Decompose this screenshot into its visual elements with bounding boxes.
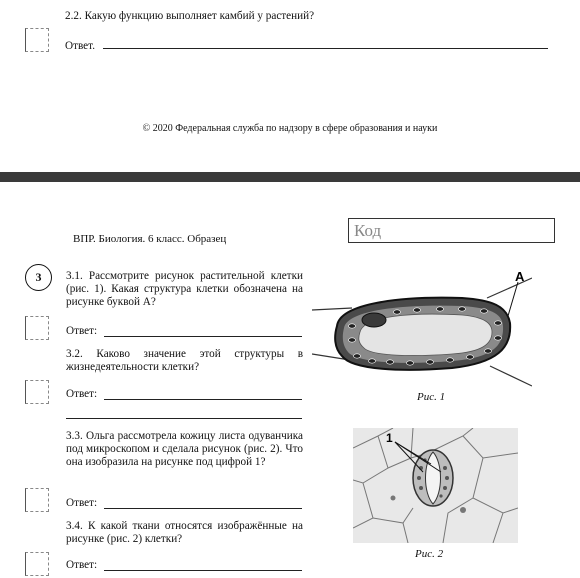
figure-2-label-1: 1 [386,431,393,445]
answer-score-box [25,380,49,404]
question-3-4: 3.4. К какой ткани относятся изображённые на рисунке (рис. 2) клетки? [66,520,303,545]
task-number-circle [25,264,52,291]
question-2-2: 2.2. Какую функцию выполняет камбий у растений? [65,10,315,22]
figure-1-label-a: А [515,269,525,284]
answer-score-box [25,488,49,512]
figure-2-caption: Рис. 2 [415,548,444,560]
answer-line[interactable] [66,418,302,419]
answer-label: Ответ: [66,388,98,400]
answer-score-box [25,552,49,576]
epidermis-figure [353,428,518,543]
answer-line[interactable] [104,508,302,509]
answer-line[interactable] [103,48,548,49]
question-3-2: 3.2. Каково значение этой структуры в жизнедеятельности клетки? [66,348,303,373]
code-field[interactable] [348,218,555,243]
plant-cell-figure [312,268,532,388]
answer-label: Ответ: [66,559,98,571]
answer-label: Ответ: [66,497,98,509]
page-divider [0,172,580,182]
answer-label: Ответ. [65,40,95,52]
figure-1-caption: Рис. 1 [417,391,446,403]
answer-label: Ответ: [66,325,98,337]
answer-score-box [25,316,49,340]
question-3-3: 3.3. Ольга рассмотрела кожицу листа одуванчика под микроскопом и сделала рисунок (рис. 2). Что она изобразила на рисунке под цифрой 1? [66,430,303,468]
page-header: ВПР. Биология. 6 класс. Образец [73,233,227,245]
copyright-text: © 2020 Федеральная служба по надзору в сфере образования и науки [142,123,438,134]
question-3-1: 3.1. Рассмотрите рисунок растительной клетки (рис. 1). Какая структура клетки обозначена на рисунке буквой А? [66,270,303,308]
answer-line[interactable] [104,399,302,400]
answer-line[interactable] [104,570,302,571]
code-label: Код [354,221,382,240]
answer-line[interactable] [104,336,302,337]
answer-score-box [25,28,49,52]
task-number: 3 [35,270,42,284]
